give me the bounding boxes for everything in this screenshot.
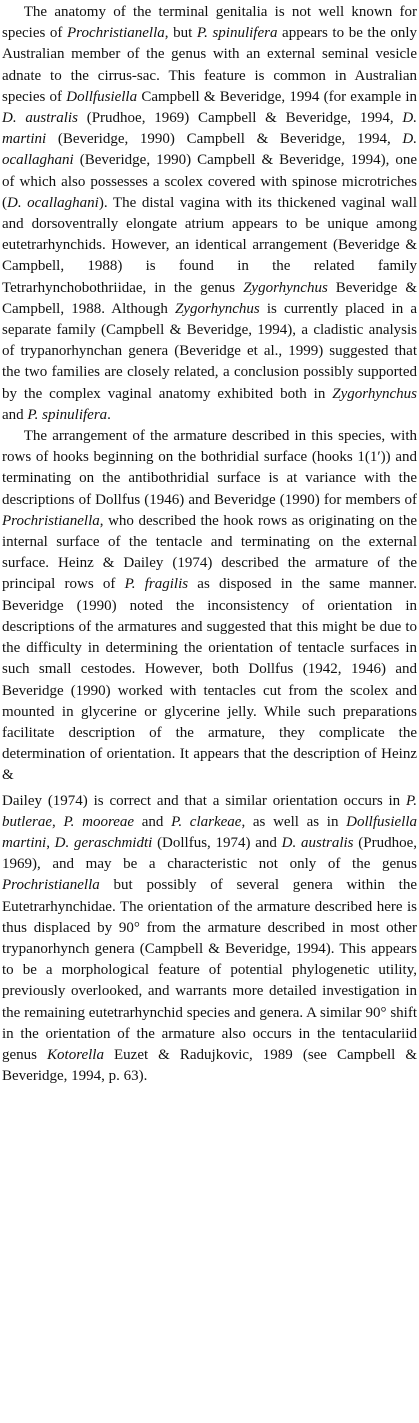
text-run: (Prudhoe, 1969) Campbell & Beveridge, 1994,: [77, 110, 403, 127]
text-run: Dailey (1974) is correct and that a similar orientation occurs in: [2, 792, 407, 809]
italic-term: D. australis: [2, 110, 78, 127]
text-run: Campbell & Beveridge, 1994 (for example in: [137, 88, 418, 105]
italic-term: P. spinulifera: [196, 25, 278, 42]
italic-term: P. fragilis: [124, 576, 189, 593]
italic-term: Prochristianella: [2, 512, 100, 529]
text-run: (Beveridge, 1990) Campbell & Beveridge, 1994,: [46, 131, 403, 148]
text-run: (Prudhoe, 1969), and may be a characteristic not only of the genus: [2, 834, 417, 873]
italic-term: Zygorhynchus: [243, 279, 328, 296]
text-run: Beveridge & Campbell, 1988. Although: [2, 279, 418, 317]
italic-term: Kotorella: [47, 1046, 104, 1063]
text-run: The arrangement of the armature described in this species, with rows of hooks beginning on the bothridial surface (hooks 1(1′)) and terminating on the antibothridial surface is at variance with the descriptions of Dollfus (1946) and Beveridge (1990) for members of: [2, 428, 417, 508]
text-run: (Beveridge, 1990) Campbell & Beveridge, 1994), one of which also possesses a scolex covered with spinose microtriches (: [2, 152, 417, 211]
text-run: (Dollfus, 1974) and: [152, 834, 282, 851]
italic-term: P. butlerae: [2, 792, 417, 830]
paragraph-orientation: [2, 791, 417, 1088]
italic-term: D. ocallaghani: [2, 131, 417, 169]
italic-term: Zygorhynchus: [332, 385, 417, 402]
italic-term: Dollfusiella: [66, 88, 138, 105]
paragraph-genitalia: [2, 2, 417, 426]
text-run: ). The distal vagina with its thickened vaginal wall and dorsoventrally elongate atrium appears to be unique among eutetrarhynchids. However, an identical arrangement (Beveridge & Campbell, 1988) is found in the related family Tetrarhynchobothriidae, in the genus: [2, 194, 417, 296]
text-run: is currently placed in a separate family (Campbell & Beveridge, 1994), a cladistic analysis of trypanorhynchan genera (Beveridge et al., 1999) suggested that the two families are closely related, a conclusion possibly supported by the complex vaginal anatomy exhibited both in: [2, 300, 417, 402]
text-run: ,: [52, 813, 64, 830]
text-run: appears to be the only Australian member of the genus with an external seminal vesicle adnate to the cirrus-sac. This feature is common in Australian species of: [2, 25, 418, 105]
italic-term: Zygorhynchus: [175, 300, 260, 317]
italic-term: D. ocallaghani: [7, 194, 99, 211]
italic-term: Dollfusiella martini: [2, 813, 417, 851]
italic-term: D. geraschmidti: [54, 834, 153, 851]
text-run: The anatomy of the terminal genitalia is not well known for species of: [2, 4, 417, 42]
text-run: and: [2, 406, 28, 423]
italic-term: P. clarkeae: [171, 813, 242, 830]
italic-term: D. australis: [281, 834, 354, 851]
italic-term: P. mooreae: [63, 813, 135, 830]
paragraph-armature: [2, 426, 417, 786]
text-run: , but: [164, 25, 197, 42]
italic-term: P. spinulifera: [27, 406, 108, 423]
text-run: and: [134, 813, 172, 830]
text-run: , as well as in: [241, 813, 347, 830]
text-run: , who described the hook rows as originating on the internal surface of the tentacle and terminating on the external surface. Heinz & Dailey (1974) described the armature of the principal rows of: [2, 512, 417, 593]
text-run: .: [107, 406, 111, 423]
italic-term: D. martini: [2, 110, 417, 148]
italic-term: Prochristianella: [67, 25, 165, 42]
text-run: as disposed in the same manner. Beveridge (1990) noted the inconsistency of orientation in descriptions of the armatures and suggested that this might be due to the difficulty in determining the orientation of tentacle surfaces in such small cestodes. However, both Dollfus (1942, 1946) and Beveridge (1990) worked with tentacles cut from the scolex and mounted in glycerine or glycerine jelly. While such preparations facilitate description of the armature, they complicate the determination of orientation. It appears that the description of Heinz &: [2, 576, 417, 784]
text-run: ,: [46, 834, 55, 851]
italic-term: Prochristianella: [2, 877, 100, 894]
text-run: but possibly of several genera within the Eutetrarhynchidae. The orientation of the armature described here is thus displaced by 90° from the armature described in most other trypanorhynch genera (Campbell & Beveridge, 1994). This appears to be a morphological feature of potential phylogenetic utility, previously overlooked, and warrants more detailed investigation in the remaining eutetrarhynchid species and genera. A similar 90° shift in the orientation of the armature also occurs in the tentaculariid genus: [2, 877, 417, 1063]
text-run: Euzet & Radujkovic, 1989 (see Campbell & Beveridge, 1994, p. 63).: [2, 1046, 418, 1085]
